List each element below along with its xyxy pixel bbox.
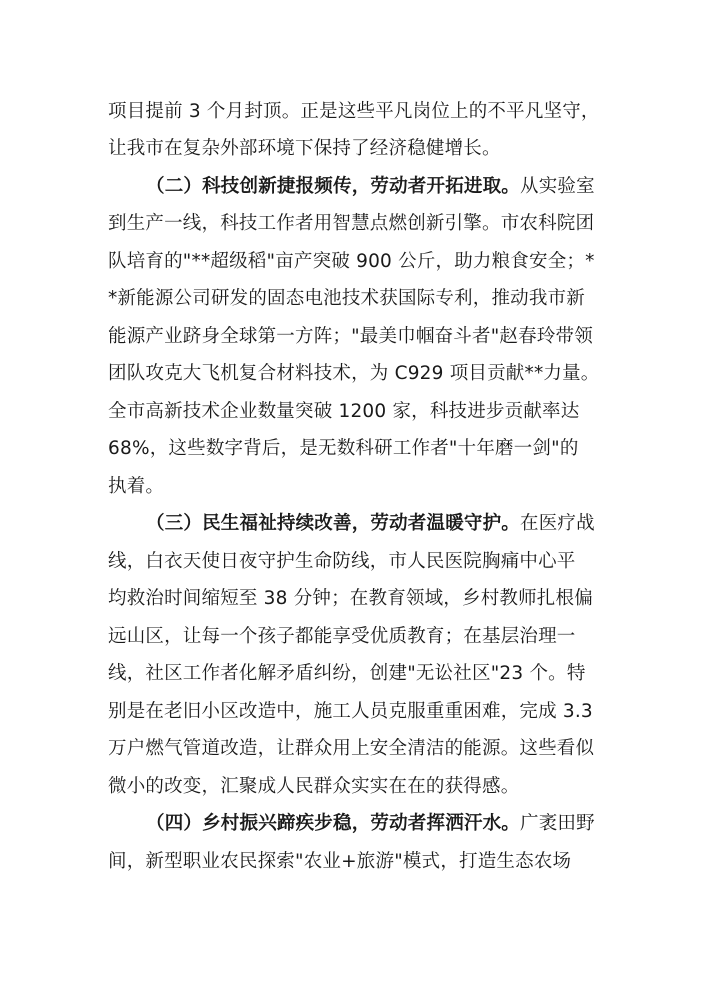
paragraph-3-heading-line xyxy=(146,512,608,536)
paragraph-2-line-2: 队培育的"**超级稻"亩产突破 900 公斤，助力粮食安全；* xyxy=(108,251,595,272)
paragraph-2-line-5: 团队攻克大飞机复合材料技术，为 C929 项目贡献**力量。 xyxy=(108,363,600,384)
paragraph-2-line-1: 到生产一线，科技工作者用智慧点燃创新引擎。市农科院团 xyxy=(108,213,595,234)
paragraph-3-line-6: 万户燃气管道改造，让群众用上安全清洁的能源。这些看似 xyxy=(108,738,595,759)
paragraph-3-line-1: 线，白衣天使日夜守护生命防线，市人民医院胸痛中心平 xyxy=(108,551,576,572)
paragraph-4-heading-line xyxy=(146,812,608,836)
paragraph-3-heading-tail: 在医疗战 xyxy=(520,513,595,534)
paragraph-3-line-2: 均救治时间缩短至 38 分钟；在教育领域，乡村教师扎根偏 xyxy=(108,588,593,609)
section-heading-2: （二）科技创新捷报频传，劳动者开拓进取。 xyxy=(146,176,521,197)
paragraph-2-line-6: 全市高新技术企业数量突破 1200 家，科技进步贡献率达 xyxy=(108,401,580,422)
paragraph-3-line-3: 远山区，让每一个孩子都能享受优质教育；在基层治理一 xyxy=(108,626,576,647)
paragraph-1-line-1: 项目提前 3 个月封顶。正是这些平凡岗位上的不平凡坚守， xyxy=(108,101,600,122)
paragraph-2-line-3: *新能源公司研发的固态电池技术获国际专利，推动我市新 xyxy=(108,288,585,309)
paragraph-2-heading-tail: 从实验室 xyxy=(520,176,595,197)
paragraph-2-line-7: 68%，这些数字背后，是无数科研工作者"十年磨一剑"的 xyxy=(108,438,579,459)
section-heading-3: （三）民生福祉持续改善，劳动者温暖守护。 xyxy=(146,513,521,534)
paragraph-3-line-7: 微小的改变，汇聚成人民群众实实在在的获得感。 xyxy=(108,776,520,797)
paragraph-2-heading-line xyxy=(146,175,608,199)
paragraph-3-line-4: 线，社区工作者化解矛盾纠纷，创建"无讼社区"23 个。特 xyxy=(108,663,586,684)
paragraph-4-line-1: 间，新型职业农民探索"农业+旅游"模式，打造生态农场 xyxy=(108,851,572,872)
paragraph-1-line-2: 让我市在复杂外部环境下保持了经济稳健增长。 xyxy=(108,138,501,159)
section-heading-4: （四）乡村振兴蹄疾步稳，劳动者挥洒汗水。 xyxy=(146,813,521,834)
paragraph-2-line-8: 执着。 xyxy=(108,476,165,497)
paragraph-2-line-4: 能源产业跻身全球第一方阵；"最美巾帼奋斗者"赵春玲带领 xyxy=(108,326,593,347)
paragraph-3-line-5: 别是在老旧小区改造中，施工人员克服重重困难，完成 3.3 xyxy=(108,701,593,722)
paragraph-4-heading-tail: 广袤田野 xyxy=(520,813,595,834)
